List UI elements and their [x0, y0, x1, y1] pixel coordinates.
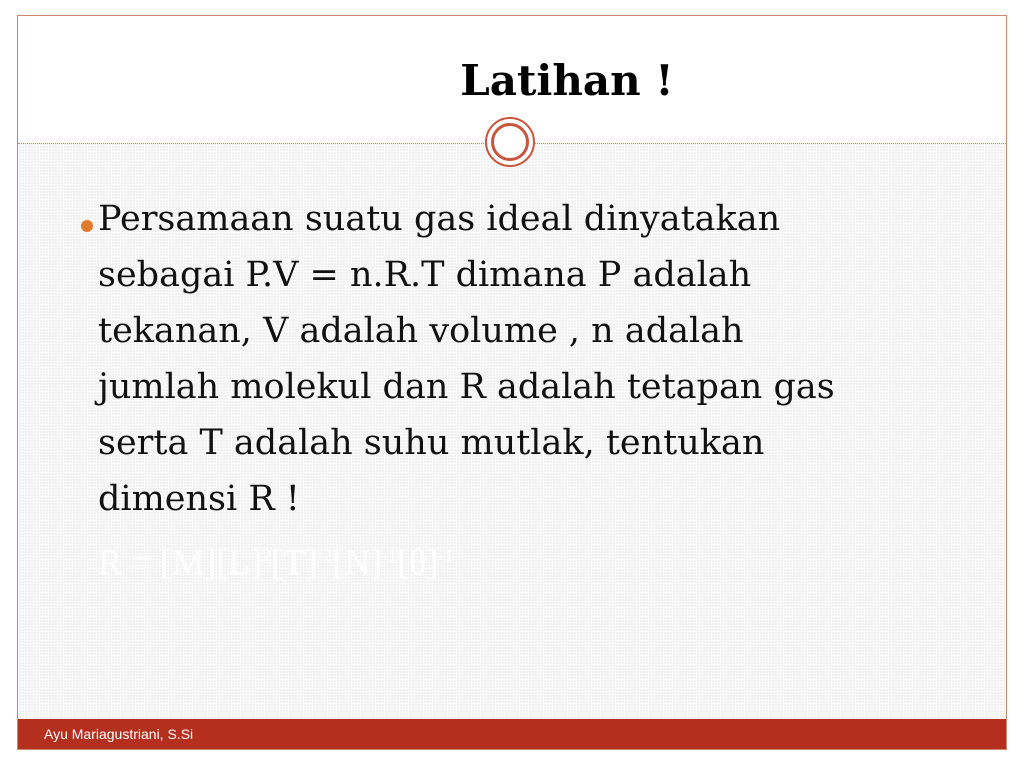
- circle-ornament-icon: [485, 117, 535, 167]
- answer-part-4: [θ]: [397, 542, 439, 582]
- slide-title: Latihan !: [460, 56, 674, 105]
- answer-exp-3: -1: [382, 545, 398, 565]
- slide-frame: [17, 15, 1007, 750]
- answer-exp-1: 2: [262, 545, 272, 565]
- bullet-text: Persamaan suatu gas ideal dinyatakan sebagai P.V = n.R.T dimana P adalah tekanan, V adalah volume , n adalah jumlah molekul dan R adalah tetapan gas serta T adalah suhu mutlak, tentukan dimensi R !: [98, 199, 835, 519]
- bullet-item: [98, 191, 958, 527]
- answer-exp-4: -1: [438, 545, 454, 565]
- answer-part-1: R = [M][L]: [98, 542, 263, 582]
- slide-content: [98, 191, 958, 527]
- answer-part-3: [N]: [332, 542, 383, 582]
- footer-author: Ayu Mariagustriani, S.Si: [44, 726, 194, 742]
- answer-formula: [98, 541, 453, 583]
- answer-part-2: [T]: [271, 542, 318, 582]
- answer-exp-2: -2: [317, 545, 333, 565]
- footer-bar: [18, 719, 1006, 749]
- bullet-dot-icon: [81, 220, 93, 232]
